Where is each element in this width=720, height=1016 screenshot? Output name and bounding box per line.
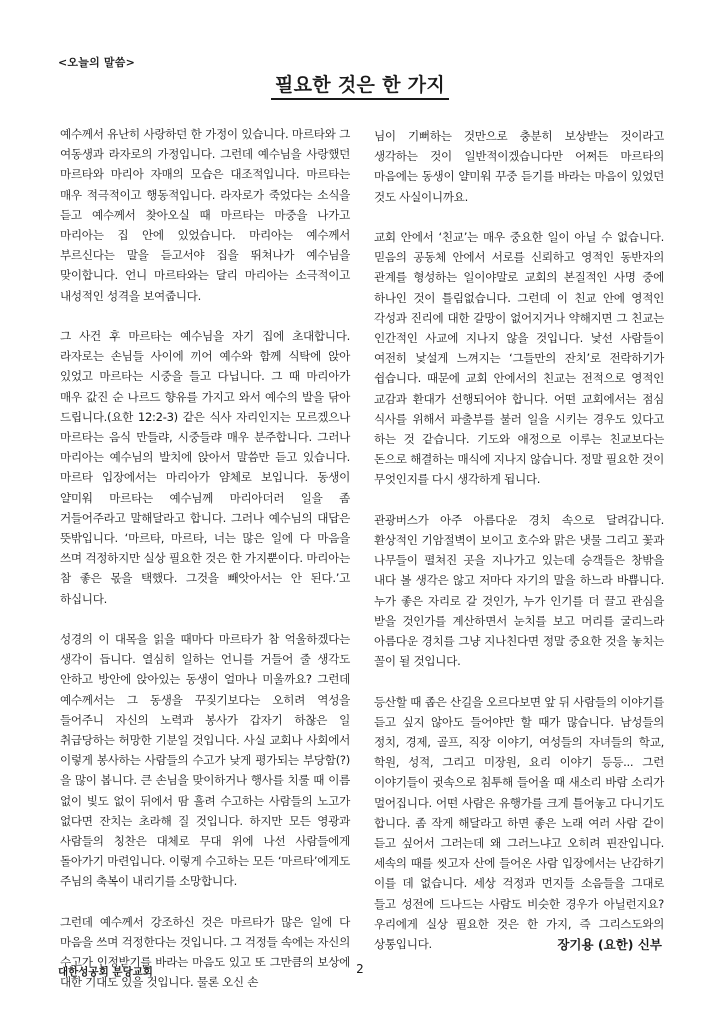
- paragraph: 그런데 예수께서 강조하신 것은 마르타가 많은 일에 다 마음을 쓰며 걱정한다는 것입니다. 그 걱정들 속에는 자신의 수고가 인정받기를 바라는 마음도 있고 또 그만큼의 보상에 대한 기대도 있을 것입니다. 물론 오신 손: [60, 914, 350, 990]
- paragraph: 그 사건 후 마르타는 예수님을 자기 집에 초대합니다. 라자로는 손님들 사이에 끼어 예수와 함께 식탁에 앉아 있었고 마르타는 시중을 들고 다닙니다. 그 때 마리아가 매우 값진 순 나르드 향유를 가지고 와서 예수의 발을 닦아 드립니다.(요한 12:2-3) 같은 식사 자리인지는 모르겠으나 마르타는 음식 만들랴, 시중들랴 매우 분주합니다. 그러나 마리아는 예수님의 발치에 앉아서 말씀만 듣고 있습니다. 마르타 입장에서는 마리아가 얌체로 보입니다. 동생이 얄미워 마르타는 예수님께 마리아더러 일을 좀 거들어주라고 말해달라고 합니다. 그러나 예수님의 대답은 뜻밖입니다. ‘마르타, 마르타, 너는 많은 일에 다 마음을 쓰며 걱정하지만 실상 필요한 것은 한 가지뿐이다. 마리아는 참 좋은 몫을 택했다. 그것을 빼앗아서는 안 된다.’고 하십니다.: [60, 329, 350, 606]
- page-number: 2: [356, 962, 364, 976]
- paragraph: 성경의 이 대목을 읽을 때마다 마르타가 참 억울하겠다는 생각이 듭니다. 열심히 일하는 언니를 거들어 줄 생각도 안하고 방안에 앉아있는 동생이 얼마나 미울까요? 그런데 예수께서는 그 동생을 꾸짖기보다는 오히려 역성을 들어주니 자신의 노력과 봉사가 갑자기 하찮은 일 취급당하는 허망한 기분일 것입니다. 사실 교회나 사회에서 이렇게 봉사하는 사람들의 수고가 낮게 평가되는 부당함(?)을 많이 봅니다. 큰 손님을 맞이하거나 행사를 치룰 때 이름 없이 빛도 없이 뒤에서 땀 흘려 수고하는 사람들의 노고가 없다면 잔치는 초라해 질 것입니다. 하지만 모든 영광과 사람들의 칭찬은 대체로 무대 위에 나선 사람들에게 돌아가기 마련입니다. 이렇게 수고하는 모든 ‘마르타’에게도 주님의 축복이 내리기를 소망합니다.: [60, 632, 350, 889]
- paragraph: 님이 기뻐하는 것만으로 충분히 보상받는 것이라고 생각하는 것이 일반적이겠습니다만 어쩌든 마르타의 마음에는 동생이 얄미워 꾸중 듣기를 바라는 마음이 있었던 것도 사실이니까요.: [374, 129, 664, 204]
- right-column: [374, 126, 664, 954]
- left-column: [60, 124, 350, 993]
- paragraph: 교회 안에서 ‘친교’는 매우 중요한 일이 아닐 수 없습니다. 믿음의 공동체 안에서 서로를 신뢰하고 영적인 동반자의 관계를 형성하는 일이야말로 교회의 본질적인 사명 중에 하나인 것이 틀림없습니다. 그런데 이 친교 안에 영적인 각성과 진리에 대한 갈망이 없어지거나 약해지면 그 친교는 인간적인 사교에 지나지 않을 것입니다. 낯선 사람들이 여전히 낯설게 느껴지는 ‘그들만의 잔치’로 전락하기가 쉽습니다. 때문에 교회 안에서의 친교는 전적으로 영적인 교감과 환대가 선행되어야 합니다. 어떤 교회에서는 점심 식사를 위해서 파출부를 불러 일을 시키는 경우도 있다고 하는 것 같습니다. 기도와 애정으로 이루는 친교보다는 돈으로 해결하는 매식에 지나지 않습니다. 정말 필요한 것이 무엇인지를 다시 생각하게 됩니다.: [374, 230, 664, 487]
- paragraph: 관광버스가 아주 아름다운 경치 속으로 달려갑니다. 환상적인 기암절벽이 보이고 호수와 맑은 냇물 그리고 꽃과 나무들이 펼쳐진 곳을 지나가고 있는데 승객들은 창밖을 내다 볼 생각은 않고 저마다 자기의 말을 하느라 바쁩니다. 누가 좋은 자리로 갈 것인가, 누가 인기를 더 끌고 관심을 받을 것인가를 계산하면서 눈치를 보고 머리를 굴리느라 아름다운 경치를 그냥 지나친다면 정말 중요한 것을 놓치는 꼴이 될 것입니다.: [374, 512, 664, 669]
- section-label: <오늘의 말씀>: [58, 56, 135, 69]
- paragraph: 예수께서 유난히 사랑하던 한 가정이 있습니다. 마르타와 그 여동생과 라자로의 가정입니다. 그런데 예수님을 사랑했던 마르타와 마리아 자매의 모습은 대조적입니다. 마르타는 매우 적극적이고 행동적입니다. 라자로가 죽었다는 소식을 듣고 예수께서 찾아오실 때 마르타는 마중을 나가고 마리아는 집 안에 있었습니다. 마리아는 예수께서 부르신다는 말을 듣고서야 집을 뛰쳐나가 예수님을 맞이합니다. 언니 마르타와는 달리 마리아는 소극적이고 내성적인 성격을 보여줍니다.: [60, 127, 350, 303]
- article-title: 필요한 것은 한 가지: [271, 70, 449, 100]
- author-signature: 장기용 (요한) 신부: [557, 937, 662, 952]
- paragraph: 등산할 때 좁은 산길을 오르다보면 앞 뒤 사람들의 이야기를 듣고 싶지 않아도 들어야만 할 때가 많습니다. 남성들의 정치, 경제, 골프, 직장 이야기, 여성들의 자녀들의 학교, 학원, 성적, 그리고 미장원, 요리 이야기 등등... 그런 이야기들이 귓속으로 침투해 들어올 때 새소리 바람 소리가 멀어집니다. 어떤 사람은 유행가를 크게 틀어놓고 다니기도 합니다. 좀 작게 해달라고 하면 좋은 노래 여러 사람 같이 듣고 싶어서 그러는데 왜 그러느냐고 오히려 핀잔입니다. 세속의 때를 씻고자 산에 들어온 사람 입장에서는 난감하기 이를 데 없습니다. 세상 걱정과 먼지들 소음들을 그대로 들고 성전에 드나드는 사람도 비슷한 경우가 아닐런지요? 우리에게 실상 필요한 것은 한 가지, 즉 그리스도와의 상통입니다.: [374, 694, 664, 952]
- church-name: 대한성공회 분당교회: [58, 966, 153, 978]
- article-title-wrap: [0, 70, 720, 100]
